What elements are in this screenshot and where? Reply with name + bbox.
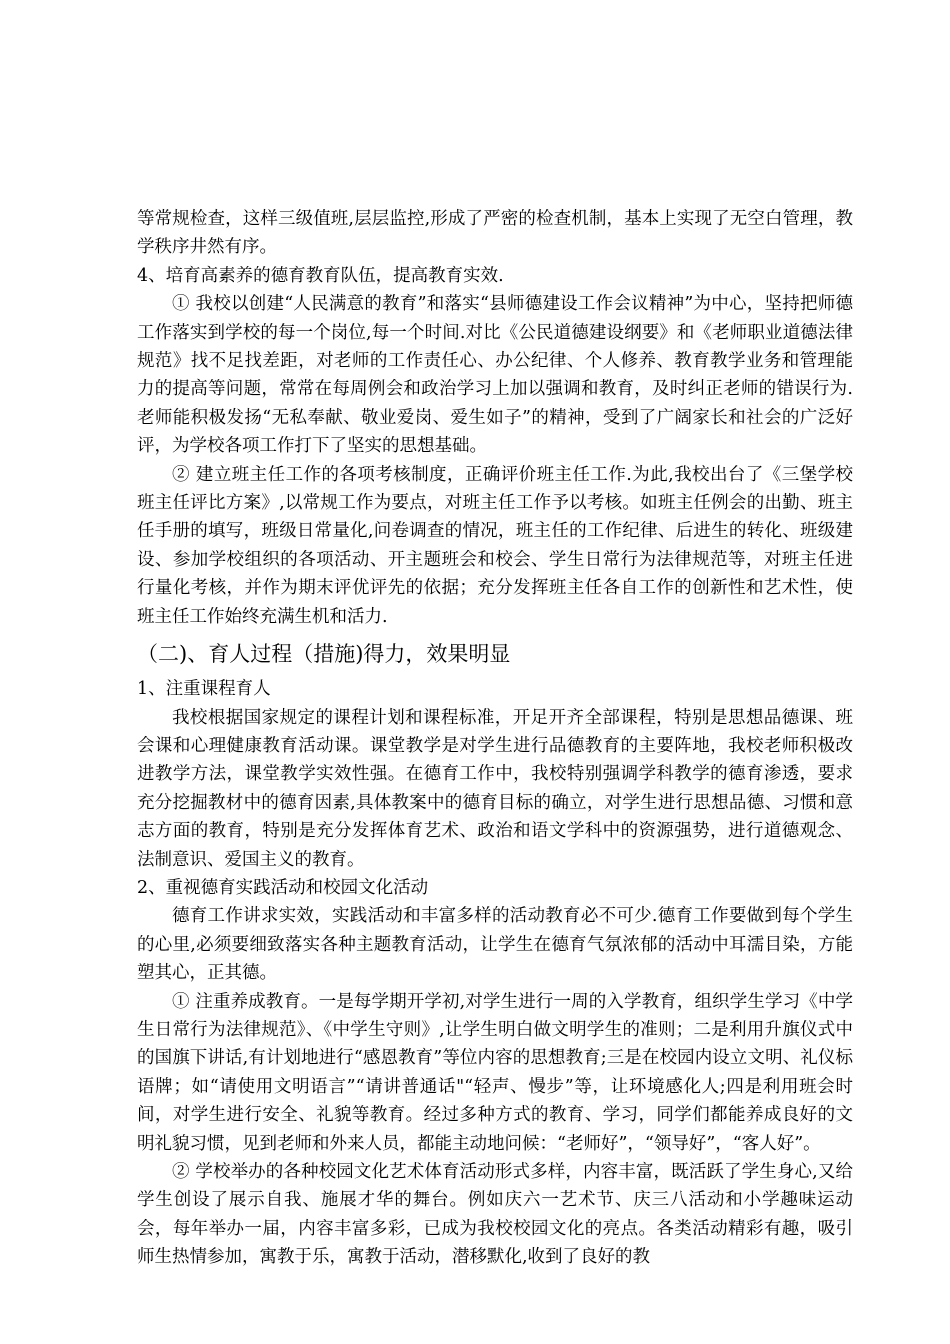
section-heading-4: 4、培育高素养的德育教育队伍，提高教育实效. xyxy=(137,265,504,286)
subheading-practice-activities: 2、重视德育实践活动和校园文化活动 xyxy=(137,877,429,898)
paragraph-campus-culture: ② 学校举办的各种校园文化艺术体育活动形式多样，内容丰富，既活跃了学生身心,又给学生创设了展示自我、施展才华的舞台。例如庆六一艺术节、庆三八活动和小学趣味运动会，每年举办一届，内容丰富多彩，已成为我校校园文化的亮点。各类活动精彩有趣，吸引师生热情参加，寓教于乐，寓教于活动，潜移默化,收到了良好的教 xyxy=(137,1162,853,1268)
paragraph-practice-intro: 德育工作讲求实效，实践活动和丰富多样的活动教育必不可少.德育工作要做到每个学生的心里,必须要细致落实各种主题教育活动，让学生在德育气氛浓郁的活动中耳濡目染，方能塑其心，正其德。 xyxy=(137,906,853,984)
subheading-curriculum: 1、注重课程育人 xyxy=(137,679,271,700)
paragraph-teacher-ethics: ① 我校以创建“人民满意的教育”和落实“县师德建设工作会议精神”为中心，坚持把师德工作落实到学校的每一个岗位,每一个时间.对比《公民道德建设纲要》和《老师职业道德法律规范》找不足找差距，对老师的工作责任心、办公纪律、个人修养、教育教学业务和管理能力的提高等问题，常常在每周例会和政治学习上加以强调和教育，及时纠正老师的错误行为.老师能积极发扬“无私奉献、敬业爱岗、爱生如子”的精神，受到了广阔家长和社会的广泛好评，为学校各项工作打下了坚实的思想基础。 xyxy=(137,294,853,457)
paragraph-habit-education: ① 注重养成教育。一是每学期开学初,对学生进行一周的入学教育，组织学生学习《中学生日常行为法律规范》、《中学生守则》,让学生明白做文明学生的准则；二是利用升旗仪式中的国旗下讲话,有计划地进行“感恩教育”等位内容的思想教育;三是在校园内设立文明、礼仪标语牌；如“请使用文明语言”“请讲普通话"“轻声、慢步”等，让环境感化人;四是利用班会时间，对学生进行安全、礼貌等教育。经过多种方式的教育、学习，同学们都能养成良好的文明礼貌习惯，见到老师和外来人员，都能主动地问候：“老师好”，“领导好”，“客人好”。 xyxy=(137,991,853,1154)
paragraph-curriculum: 我校根据国家规定的课程计划和课程标准，开足开齐全部课程，特别是思想品德课、班会课和心理健康教育活动课。课堂教学是对学生进行品德教育的主要阵地，我校老师积极改进教学方法，课堂教学实效性强。在德育工作中，我校特别强调学科教学的德育渗透，要求充分挖掘教材中的德育因素,具体教案中的德育目标的确立，对学生进行思想品德、习惯和意志方面的教育，特别是充分发挥体育艺术、政治和语文学科中的资源强势，进行道德观念、法制意识、爱国主义的教育。 xyxy=(137,707,853,870)
paragraph-continuation: 等常规检查，这样三级值班,层层监控,形成了严密的检查机制，基本上实现了无空白管理，教学秩序井然有序。 xyxy=(137,209,853,258)
paragraph-class-teacher-assessment: ② 建立班主任工作的各项考核制度，正确评价班主任工作.为此,我校出台了《三堡学校班主任评比方案》,以常规工作为要点，对班主任工作予以考核。如班主任例会的出勤、班主任手册的填写，班级日常量化,问卷调查的情况，班主任的工作纪律、后进生的转化、班级建设、参加学校组织的各项活动、开主题班会和校会、学生日常行为法律规范等，对班主任进行量化考核，并作为期末评优评先的依据；充分发挥班主任各自工作的创新性和艺术性，使班主任工作始终充满生机和活力. xyxy=(137,464,853,627)
document-page xyxy=(137,205,853,1272)
section-title-two: （二)、育人过程（措施)得力，效果明显 xyxy=(137,642,511,667)
